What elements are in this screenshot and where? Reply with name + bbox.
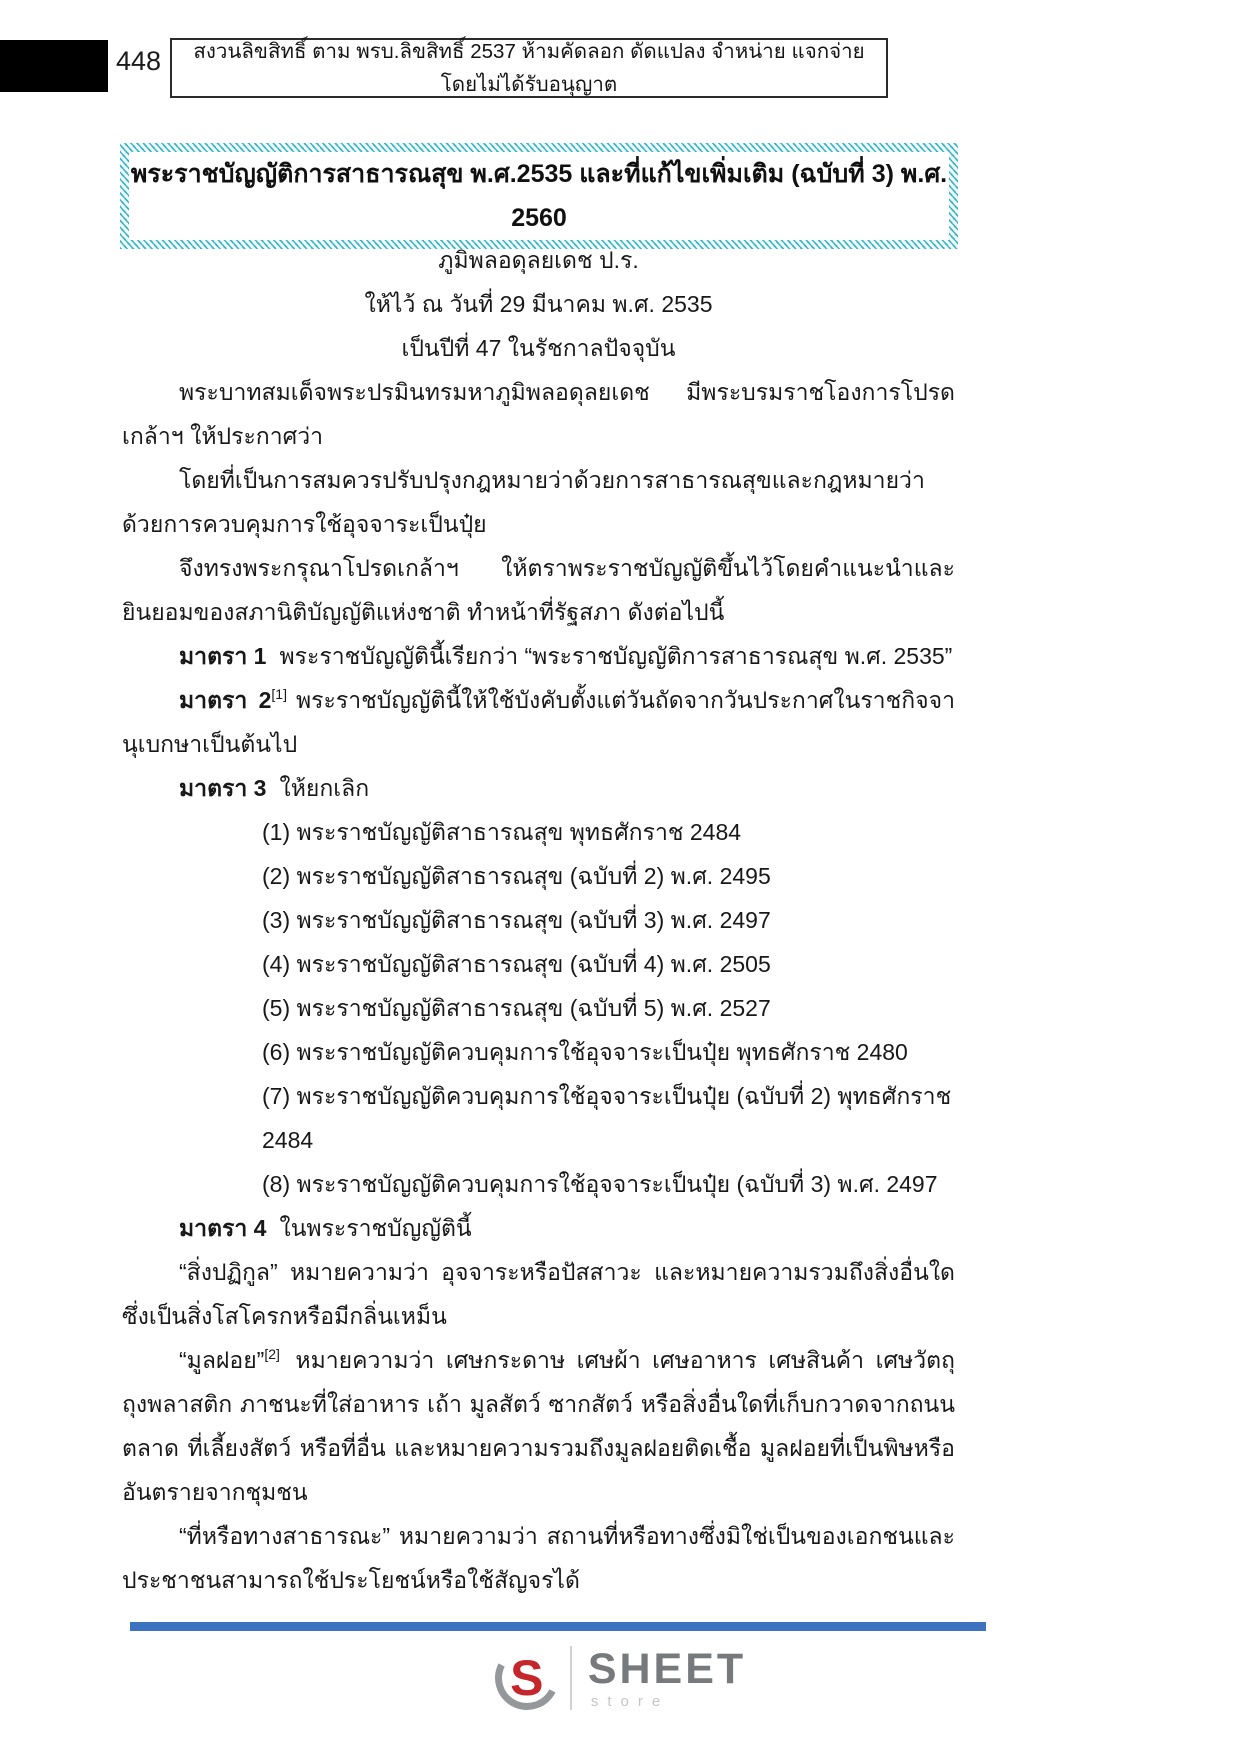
section-4-text: ในพระราชบัญญัตินี้ [279, 1215, 472, 1241]
repealed-act-item: (7) พระราชบัญญัติควบคุมการใช้อุจจาระเป็นปุ๋ย (ฉบับที่ 2) พุทธศักราช 2484 [262, 1083, 952, 1153]
section-3-paragraph [122, 766, 955, 810]
sheet-store-logo-icon [494, 1645, 560, 1711]
section-3-text: ให้ยกเลิก [279, 775, 370, 801]
reason-paragraph: โดยที่เป็นการสมควรปรับปรุงกฎหมายว่าด้วยการสาธารณสุขและกฎหมายว่าด้วยการควบคุมการใช้อุจจาระเป็นปุ๋ย [122, 467, 925, 537]
repealed-act-item: (8) พระราชบัญญัติควบคุมการใช้อุจจาระเป็นปุ๋ย (ฉบับที่ 3) พ.ศ. 2497 [262, 1171, 938, 1197]
given-date-line: ให้ไว้ ณ วันที่ 29 มีนาคม พ.ศ. 2535 [364, 291, 713, 317]
copyright-notice-text: สงวนลิขสิทธิ์ ตาม พรบ.ลิขสิทธิ์ 2537 ห้ามคัดลอก ดัดแปลง จำหน่าย แจกจ่าย โดยไม่ได้รับอนุญาต [193, 40, 865, 96]
repealed-act-item: (5) พระราชบัญญัติสาธารณสุข (ฉบับที่ 5) พ.ศ. 2527 [262, 995, 771, 1021]
definition-excreta: “สิ่งปฏิกูล” หมายความว่า อุจจาระหรือปัสสาวะ และหมายความรวมถึงสิ่งอื่นใดซึ่งเป็นสิ่งโสโครกหรือมีกลิ่นเหม็น [122, 1259, 955, 1329]
footnote-ref-1: [1] [271, 686, 287, 702]
logo-brand-subtext: store [590, 1692, 670, 1710]
definition-waste-text: หมายความว่า เศษกระดาษ เศษผ้า เศษอาหาร เศษสินค้า เศษวัตถุ ถุงพลาสติก ภาชนะที่ใส่อาหาร เถ้า มูลสัตว์ ซากสัตว์ หรือสิ่งอื่นใดที่เก็บกวาดจากถนน ตลาด ที่เลี้ยงสัตว์ หรือที่อื่น และหมายความรวมถึงมูลฝอยติดเชื้อ มูลฝอยที่เป็นพิษหรืออันตรายจากชุมชน [122, 1347, 955, 1505]
page-number-box [0, 40, 108, 92]
act-title-banner [120, 143, 958, 249]
repealed-act-item: (1) พระราชบัญญัติสาธารณสุข พุทธศักราช 2484 [262, 819, 742, 845]
sheet-store-logo [0, 1645, 1240, 1711]
proclamation-paragraph: พระบาทสมเด็จพระปรมินทรมหาภูมิพลอดุลยเดช มีพระบรมราชโองการโปรดเกล้าฯ ให้ประกาศว่า [122, 379, 955, 449]
section-2-text: พระราชบัญญัตินี้ให้ใช้บังคับตั้งแต่วันถัดจากวันประกาศในราชกิจจานุเบกษาเป็นต้นไป [122, 687, 955, 757]
section-3-label: มาตรา 3 [179, 775, 267, 801]
page-number: 448 [116, 46, 162, 76]
definition-waste [122, 1338, 955, 1514]
enactment-paragraph: จึงทรงพระกรุณาโปรดเกล้าฯ ให้ตราพระราชบัญญัติขึ้นไว้โดยคำแนะนำและยินยอมของสภานิติบัญญัติแห่งชาติ ทำหน้าที่รัฐสภา ดังต่อไปนี้ [122, 555, 955, 625]
repealed-act-item: (6) พระราชบัญญัติควบคุมการใช้อุจจาระเป็นปุ๋ย พุทธศักราช 2480 [262, 1039, 908, 1065]
document-body [122, 238, 955, 1602]
footer-divider-bar [130, 1622, 986, 1631]
reign-year-line: เป็นปีที่ 47 ในรัชกาลปัจจุบัน [401, 335, 676, 361]
logo-brand-text: SHEET [587, 1644, 747, 1693]
section-2-paragraph [122, 678, 955, 766]
section-1-paragraph [122, 634, 955, 678]
repealed-act-item: (3) พระราชบัญญัติสาธารณสุข (ฉบับที่ 3) พ.ศ. 2497 [262, 907, 771, 933]
logo-letter: S [510, 1650, 544, 1706]
copyright-notice-box [170, 38, 888, 98]
act-title: พระราชบัญญัติการสาธารณสุข พ.ศ.2535 และที่แก้ไขเพิ่มเติม (ฉบับที่ 3) พ.ศ. 2560 [129, 152, 949, 240]
repealed-act-item: (4) พระราชบัญญัติสาธารณสุข (ฉบับที่ 4) พ.ศ. 2505 [262, 951, 771, 977]
logo-divider [570, 1646, 572, 1710]
section-2-label: มาตรา 2 [179, 687, 272, 713]
definition-public-way: “ที่หรือทางสาธารณะ” หมายความว่า สถานที่หรือทางซึ่งมิใช่เป็นของเอกชนและประชาชนสามารถใช้ประโยชน์หรือใช้สัญจรได้ [122, 1523, 955, 1593]
section-1-label: มาตรา 1 [179, 643, 267, 669]
section-4-paragraph [122, 1206, 955, 1250]
footnote-ref-2: [2] [264, 1346, 280, 1362]
logo-wordmark [587, 1644, 747, 1710]
repealed-act-item: (2) พระราชบัญญัติสาธารณสุข (ฉบับที่ 2) พ.ศ. 2495 [262, 863, 771, 889]
royal-name-line: ภูมิพลอดุลยเดช ป.ร. [438, 247, 639, 273]
section-1-text: พระราชบัญญัตินี้เรียกว่า “พระราชบัญญัติการสาธารณสุข พ.ศ. 2535” [279, 643, 953, 669]
section-4-label: มาตรา 4 [179, 1215, 267, 1241]
definition-waste-term: “มูลฝอย” [179, 1347, 265, 1373]
